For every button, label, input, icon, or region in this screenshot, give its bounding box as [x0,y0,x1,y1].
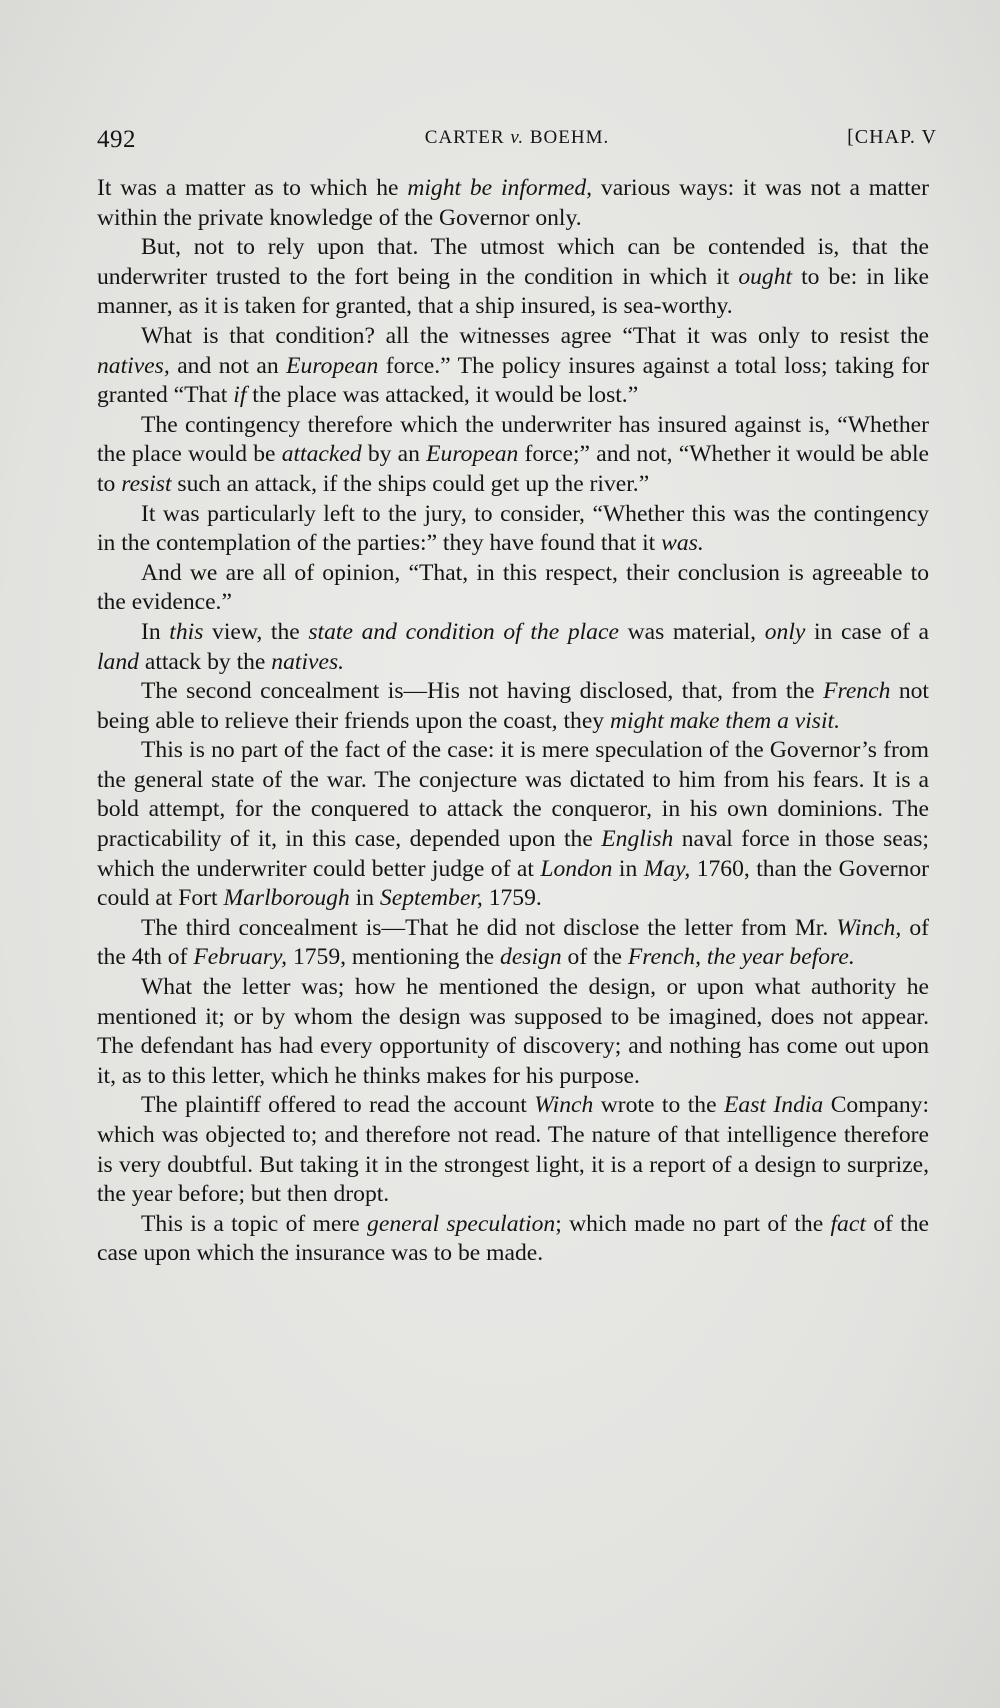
text-run: Company: which was objected to; and therefore not read. The nature of that intelligence therefore is very doubtful. But taking it in the strongest light, it is a report of a design to surprize, the year before; but then dropt. [97,1092,929,1208]
text-run: to be: in like manner, as it is taken for granted, that a ship insured, is sea-worthy. [97,263,929,320]
italic-run: European [286,352,379,379]
paragraph [97,174,929,233]
text-run: and not an [169,352,287,379]
paragraph [97,1091,929,1209]
title-versus: v. [510,127,525,148]
text-run: This is a topic of mere [141,1210,368,1237]
italic-run: Marlborough [223,885,350,912]
paragraph [97,500,929,559]
text-run: the place was attacked, it would be lost.” [246,382,639,409]
text-run: The third concealment is—That he did not disclose the letter from Mr. [141,914,837,941]
italic-run: resist [121,470,172,497]
text-run: force.” The policy insures against a total loss; taking for granted “That [97,352,930,409]
text-run: But, not to rely upon that. The utmost which can be contended is, that the underwriter trusted to the fort being in the condition in which it [97,234,929,290]
text-run: In [141,618,170,645]
italic-run: French [823,678,891,705]
paragraph [97,411,929,500]
paragraph [97,559,929,618]
text-run: various ways: it was not a matter within the private knowledge of the Governor only. [97,175,929,231]
running-title [97,127,937,149]
paragraph [97,322,929,411]
italic-run: this [169,618,204,645]
text-run: of the 4th of [97,914,930,971]
text-run: The plaintiff offered to read the account [141,1092,535,1119]
text-run: This is no part of the fact of the case: it is mere speculation of the Governor’s from the general state of the war. The conjecture was dictated to him from his fears. It is a bold attempt, for the conquered to attack the conqueror, in his own dominions. The practicability of it, in this case, depended upon the [97,737,929,853]
text-run: in case of a [805,618,929,645]
text-run: of the case upon which the insurance was to be made. [97,1210,930,1267]
running-header [97,118,937,152]
text-run: in [349,885,380,912]
title-part-a: CARTER [424,127,511,148]
italic-run: natives. [271,648,345,675]
italic-run: might make them a visit. [610,707,840,734]
italic-run: attacked [281,441,362,468]
italic-run: if [233,382,247,409]
text-run: in [612,855,644,882]
text-run: not being able to relieve their friends upon the coast, they [97,678,929,734]
italic-run: was. [661,530,704,557]
paragraph [97,1210,929,1269]
text-run: was material, [618,618,765,645]
text-run: view, the [203,618,309,645]
text-run: attack by the [138,648,272,675]
text-run: What is that condition? all the witnesses agree “That it was only to resist the [141,322,929,349]
text-run: naval force in those seas; which the underwriter could better judge of at [97,826,929,882]
paragraph [97,736,929,914]
text-run: It was a matter as to which he [97,175,408,201]
text-run: 1759, mentioning the [287,944,501,971]
paragraph [97,914,929,973]
italic-run: May, [643,855,691,882]
italic-run: East India [724,1092,824,1119]
italic-run: French, the year before. [627,944,855,971]
text-run: 1760, than the Governor could at Fort [97,855,929,912]
text-run: 1759. [482,885,542,912]
italic-run: English [601,826,674,853]
text-run: by an [361,441,427,468]
italic-run: Winch [534,1092,594,1119]
paragraph [97,677,929,736]
text-run: What the letter was; how he mentioned the design, or upon what authority he mentioned it; or by whom the design was supposed to be imagined, does not appear. The defendant has had every opportunity of discovery; and nothing has come out upon it, as to this letter, which he thinks makes for his purpose. [97,974,929,1089]
paragraph [97,618,929,677]
italic-run: natives, [97,352,170,379]
text-run: The second concealment is—His not having disclosed, that, from the [141,678,824,705]
text-run: The contingency therefore which the underwriter has insured against is, “Whether the place would be [97,411,929,468]
italic-run: might be informed, [407,175,593,201]
text-run: such an attack, if the ships could get up the river.” [171,470,650,497]
text-run: And we are all of opinion, “That, in this respect, their conclusion is agreeable to the evidence.” [97,559,929,616]
chapter-label: [CHAP. V [847,126,937,148]
italic-run: September, [379,885,483,912]
italic-run: only [764,618,806,645]
italic-run: ought [738,263,793,290]
paragraph [97,973,929,1091]
italic-run: February, [193,944,288,971]
text-run: of the [561,944,628,971]
italic-run: London [540,855,613,882]
page-number: 492 [97,126,136,153]
italic-run: state and condition of the place [308,618,619,645]
title-part-b: BOEHM. [524,127,610,148]
italic-run: Winch, [836,914,902,941]
italic-run: European [426,441,519,468]
text-run: ; which made no part of the [555,1210,831,1237]
text-run: force;” and not, “Whether it would be able to [97,441,929,497]
text-run: It was particularly left to the jury, to consider, “Whether this was the contingency in the contemplation of the parties:” they have found that it [97,500,929,557]
italic-run: general speculation [367,1210,556,1237]
italic-run: fact [830,1210,866,1237]
italic-run: land [97,648,139,675]
italic-run: design [500,944,562,971]
paragraph [97,233,929,322]
body-text [97,174,929,1269]
text-run: wrote to the [593,1092,725,1119]
